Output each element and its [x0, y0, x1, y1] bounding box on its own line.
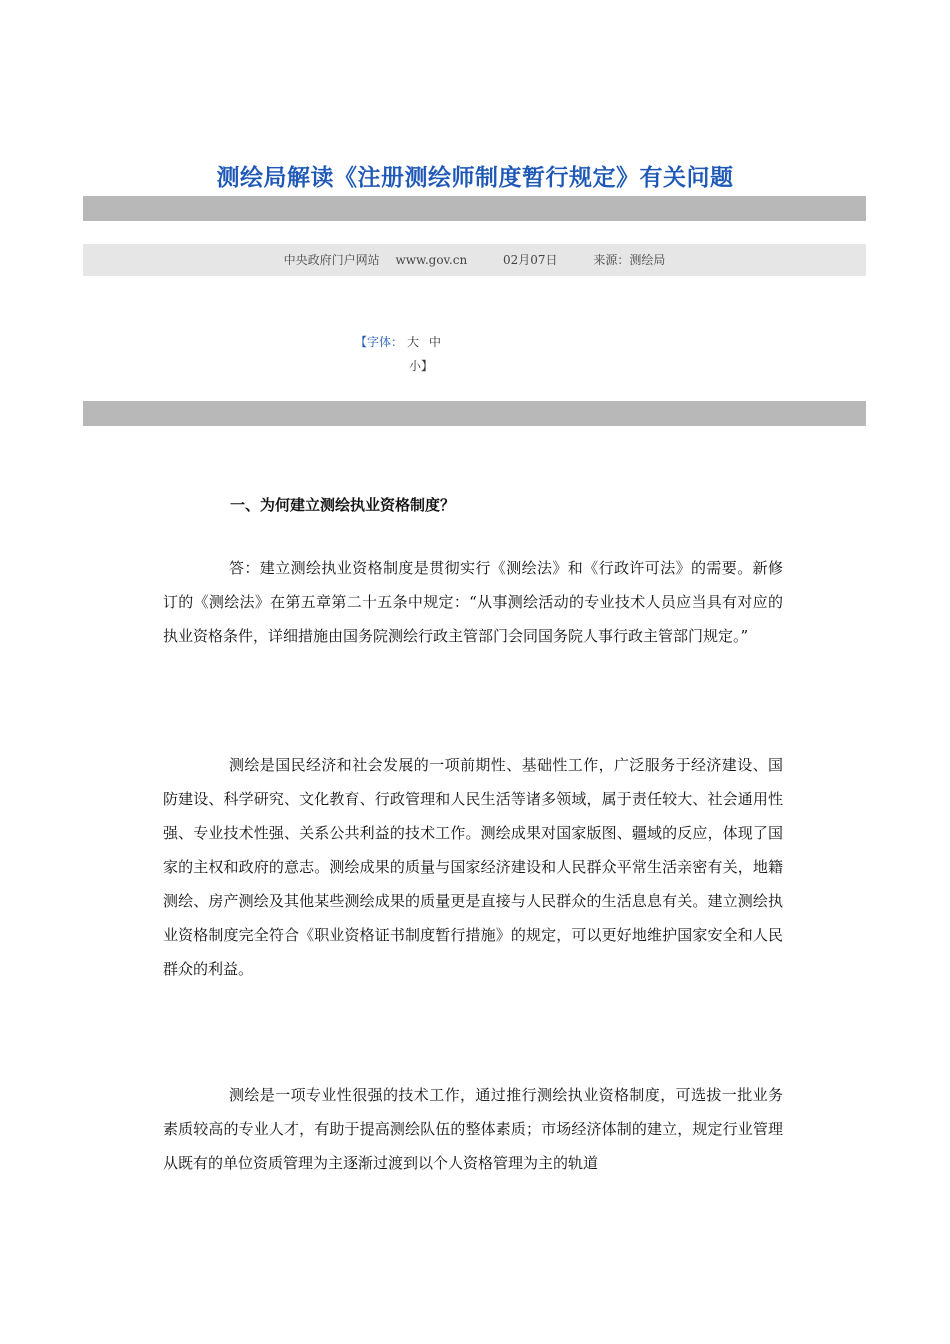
font-size-selector [355, 330, 441, 378]
meta-url[interactable]: www.gov.cn [395, 253, 468, 267]
font-selector-close-bracket: 】 [421, 359, 434, 373]
body-paragraph: 答：建立测绘执业资格制度是贯彻实行《测绘法》和《行政许可法》的需要。新修订的《测绘法》在第五章第二十五条中规定：“从事测绘活动的专业技术人员应当具有对应的执业资格条件，详细措施由国务院测绘行政主管部门会同国务院人事行政主管部门规定。” [163, 559, 783, 645]
article-meta [83, 244, 866, 276]
section-heading: 一、为何建立测绘执业资格制度？ [230, 496, 456, 514]
font-size-small-link[interactable]: 小 [409, 359, 422, 373]
page-title: 测绘局解读《注册测绘师制度暂行规定》有关问题 [216, 165, 734, 192]
font-selector-open-bracket: 【 [355, 335, 368, 349]
font-selector-label: 字体： [367, 335, 404, 349]
body-paragraph: 测绘是一项专业性很强的技术工作，通过推行测绘执业资格制度，可选拔一批业务素质较高的专业人才，有助于提高测绘队伍的整体素质；市场经济体制的建立，规定行业管理从既有的单位资质管理为主逐渐过渡到以个人资格管理为主的轨道 [163, 1086, 783, 1172]
meta-site: 中央政府门户网站 [283, 253, 380, 267]
font-size-large-link[interactable]: 大 [407, 335, 420, 349]
body-paragraph: 测绘是国民经济和社会发展的一项前期性、基础性工作，广泛服务于经济建设、国防建设、科学研究、文化教育、行政管理和人民生活等诸多领域，属于责任较大、社会通用性强、专业技术性强、关系公共利益的技术工作。测绘成果对国家版图、疆域的反应，体现了国家的主权和政府的意志。测绘成果的质量与国家经济建设和人民群众平常生活亲密有关，地籍测绘、房产测绘及其他某些测绘成果的质量更是直接与人民群众的生活息息有关。建立测绘执业资格制度完全符合《职业资格证书制度暂行措施》的规定，可以更好地维护国家安全和人民群众的利益。 [163, 756, 783, 978]
meta-date: 02月07日 [503, 253, 558, 267]
meta-source: 来源：测绘局 [593, 253, 666, 267]
header-divider-bar [83, 196, 866, 221]
font-size-medium-link[interactable]: 中 [429, 335, 442, 349]
content-divider-bar [83, 401, 866, 426]
